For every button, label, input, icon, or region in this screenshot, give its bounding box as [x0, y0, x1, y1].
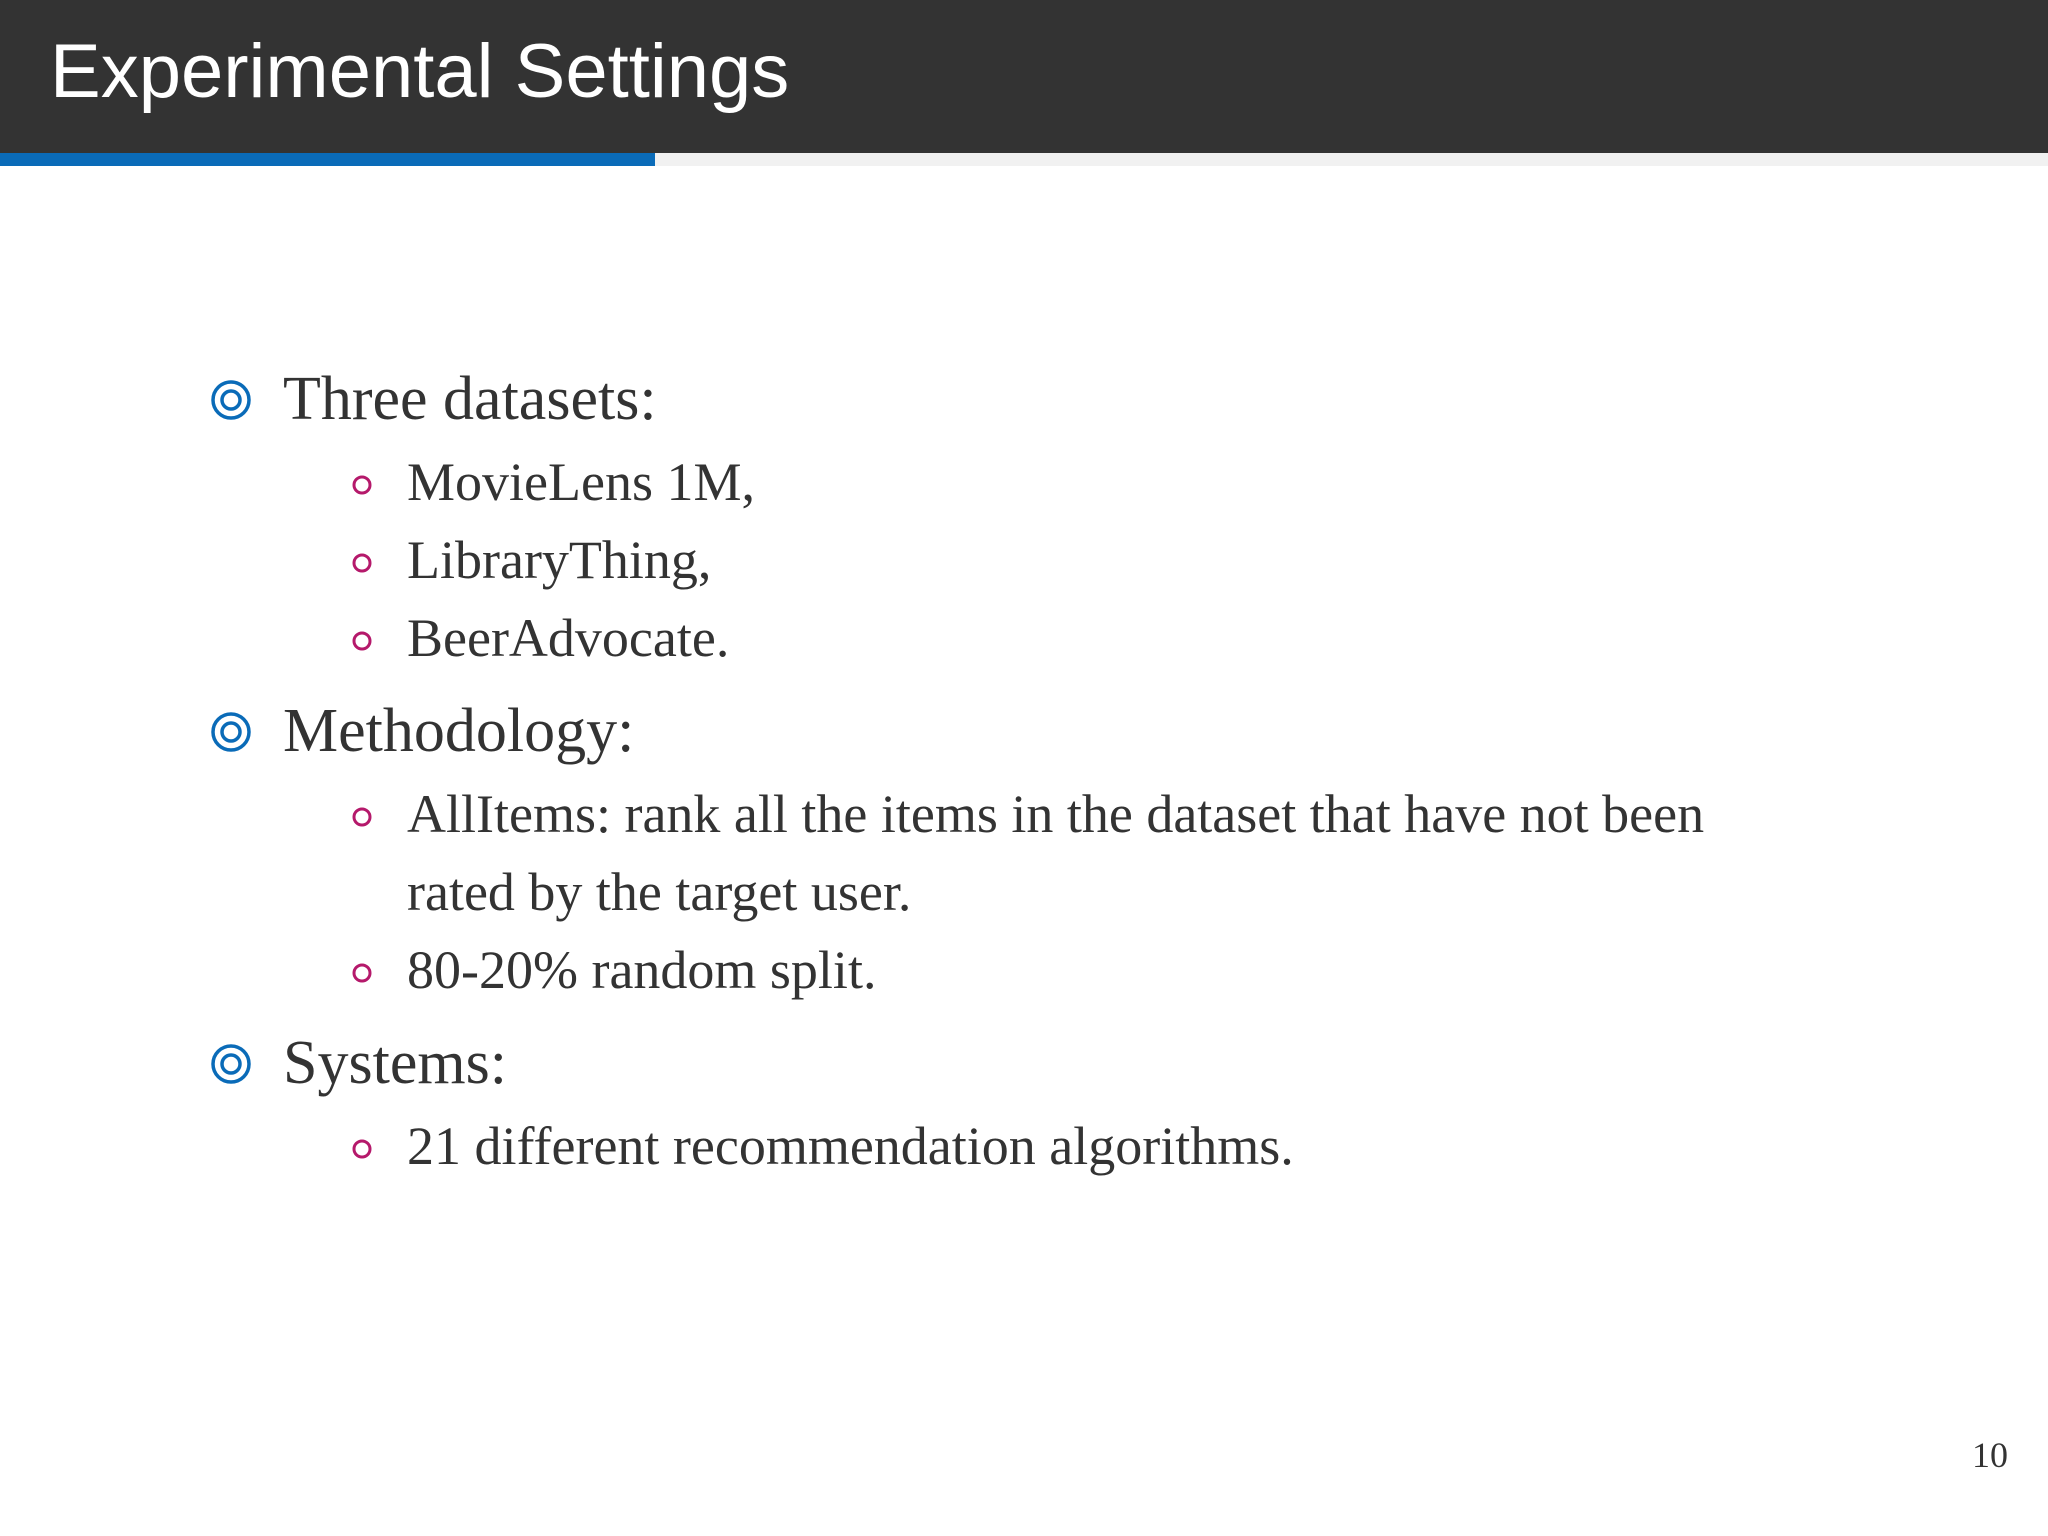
concentric-circle-icon: [210, 1043, 252, 1085]
hollow-circle-icon: [351, 630, 373, 652]
sub-list: [283, 443, 1910, 677]
list-item: [407, 775, 1807, 931]
sub-list: [283, 1107, 1910, 1185]
list-item: [407, 931, 1910, 1009]
bullet-list: [210, 355, 1910, 1185]
hollow-circle-icon: [351, 962, 373, 984]
hollow-circle-icon: [351, 474, 373, 496]
list-item-text: 21 different recommendation algorithms.: [407, 1116, 1294, 1176]
progress-bar: [0, 153, 2048, 166]
list-item: [407, 443, 1910, 521]
list-item-text: BeerAdvocate.: [407, 608, 730, 668]
title-bar: [0, 0, 2048, 153]
section-heading: Three datasets:: [283, 365, 657, 433]
list-item-text: AllItems: rank all the items in the dataset that have not been rated by the target user.: [407, 784, 1705, 922]
hollow-circle-icon: [351, 552, 373, 574]
list-item: [407, 1107, 1910, 1185]
progress-bar-fill: [0, 153, 655, 166]
list-item-text: 80-20% random split.: [407, 940, 877, 1000]
section-item-datasets: [210, 355, 1910, 677]
list-item-text: LibraryThing,: [407, 530, 712, 590]
section-item-methodology: [210, 687, 1910, 1009]
list-item-text: MovieLens 1M,: [407, 452, 755, 512]
sub-list: [283, 775, 1910, 1009]
section-heading: Methodology:: [283, 697, 635, 765]
list-item: [407, 599, 1910, 677]
hollow-circle-icon: [351, 806, 373, 828]
concentric-circle-icon: [210, 711, 252, 753]
list-item: [407, 521, 1910, 599]
slide-content: [210, 355, 1910, 1195]
section-item-systems: [210, 1019, 1910, 1185]
slide-title: Experimental Settings: [50, 29, 790, 114]
section-heading: Systems:: [283, 1029, 507, 1097]
hollow-circle-icon: [351, 1138, 373, 1160]
page-number: 10: [1972, 1435, 2008, 1475]
concentric-circle-icon: [210, 379, 252, 421]
